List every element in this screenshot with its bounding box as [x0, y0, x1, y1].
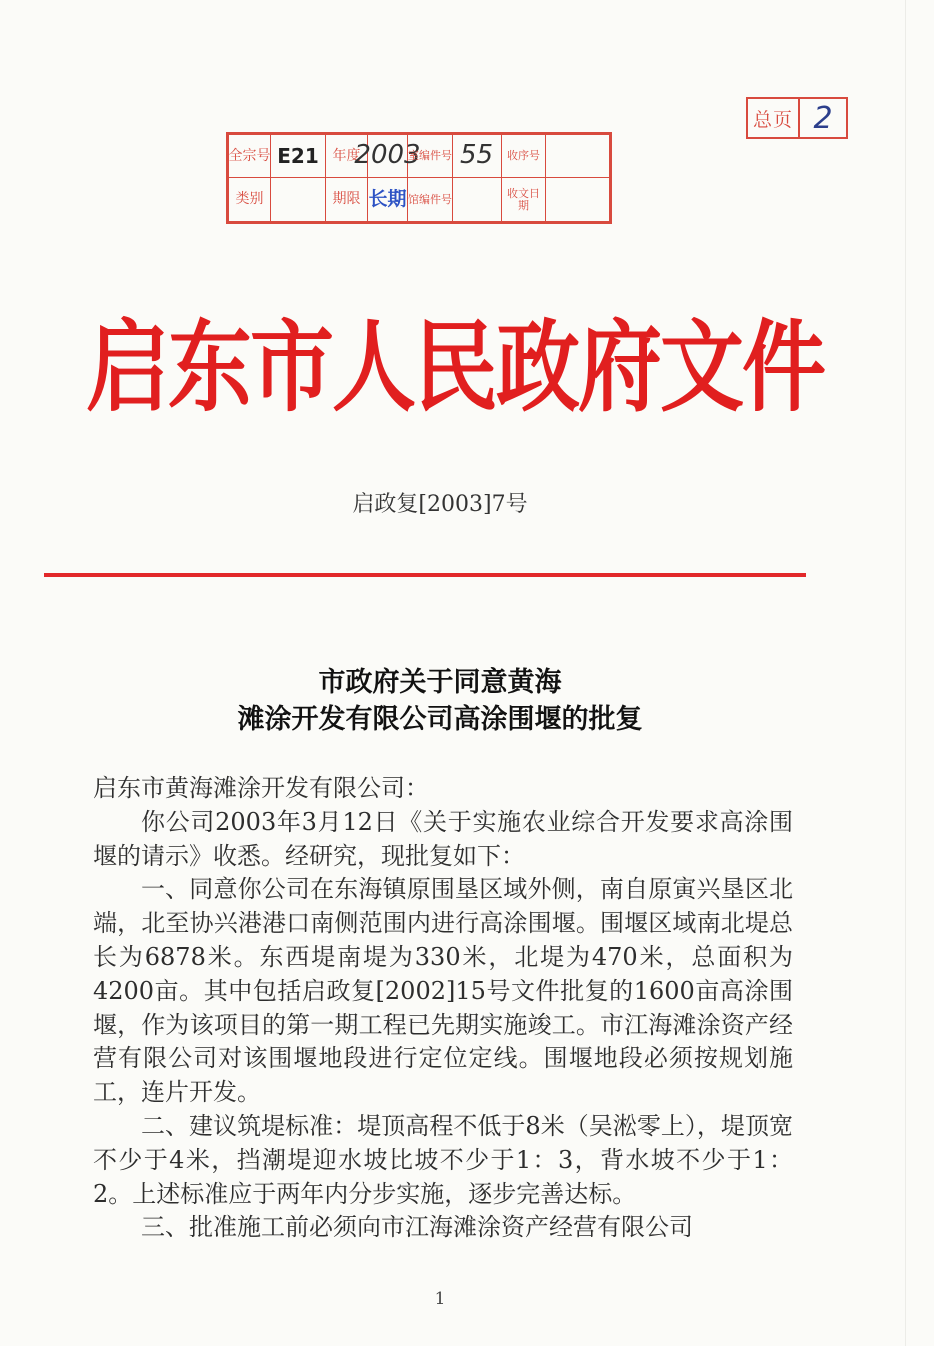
stamp-label-receipt-date: 收文日期: [502, 178, 546, 221]
body-paragraph: 你公司2003年3月12日《关于实施农业综合开发要求高涂围堰的请示》收悉。经研究，现批复如下：: [93, 807, 793, 870]
stamp-value-category: [271, 178, 326, 221]
title-line-1: 市政府关于同意黄海: [318, 667, 562, 698]
stamp-label-archive-number: 馆编件号: [408, 178, 453, 221]
stamp-value-year: 2003: [368, 135, 408, 178]
stamp-value-archive-number: [452, 178, 502, 221]
total-page-stamp: [746, 97, 848, 139]
document-title: [0, 664, 880, 738]
salutation: 启东市黄海滩涂开发有限公司：: [93, 774, 429, 802]
total-page-value: 2: [813, 100, 833, 136]
page-number: 1: [434, 1289, 446, 1309]
scan-edge-line: [905, 0, 906, 1346]
body-paragraph: 三、批准施工前必须向市江海滩涂资产经营有限公司: [141, 1213, 693, 1242]
stamp-label-room-number: 室编件号: [408, 135, 453, 178]
stamp-label-receipt-number: 收序号: [502, 135, 546, 178]
body-paragraph: 二、建议筑堤标准：堤顶高程不低于8米（吴淞零上），堤顶宽不少于4米，挡潮堤迎水坡比坡不少于1：3，背水坡不少于1：2。上述标准应于两年内分步实施，逐步完善达标。: [93, 1111, 793, 1208]
stamp-label-category: 类别: [229, 178, 271, 221]
stamp-value-item-number: 55: [452, 135, 502, 178]
stamp-label-year: 年度: [326, 135, 368, 178]
total-page-label: 总页: [748, 99, 800, 137]
document-number: 启政复[2003]7号: [352, 492, 528, 517]
stamp-value-fonds: E21: [271, 135, 326, 178]
stamp-value-receipt-number: [545, 135, 609, 178]
archive-stamp: [226, 132, 612, 224]
stamp-label-retention: 期限: [326, 178, 368, 221]
stamp-value-receipt-date: [545, 178, 609, 221]
document-body: [93, 772, 793, 1245]
body-paragraph: 一、同意你公司在东海镇原围垦区域外侧，南自原寅兴垦区北端，北至协兴港港口南侧范围内进行高涂围堰。围堰区域南北堤总长为6878米。东西堤南堤为330米，北堤为470米，总面积为4200亩。其中包括启政复[2002]15号文件批复的1600亩高涂围堰，作为该项目的第一期工程已先期实施竣工。市江海滩涂资产经营有限公司对该围堰地段进行定位定线。围堰地段必须按规划施工，连片开发。: [93, 875, 793, 1107]
stamp-value-retention: 长期: [368, 178, 408, 221]
red-divider: [44, 573, 806, 577]
document-masthead: 启东市人民政府文件: [86, 309, 825, 425]
stamp-label-fonds: 全宗号: [229, 135, 271, 178]
title-line-2: 滩涂开发有限公司高涂围堰的批复: [237, 704, 643, 735]
